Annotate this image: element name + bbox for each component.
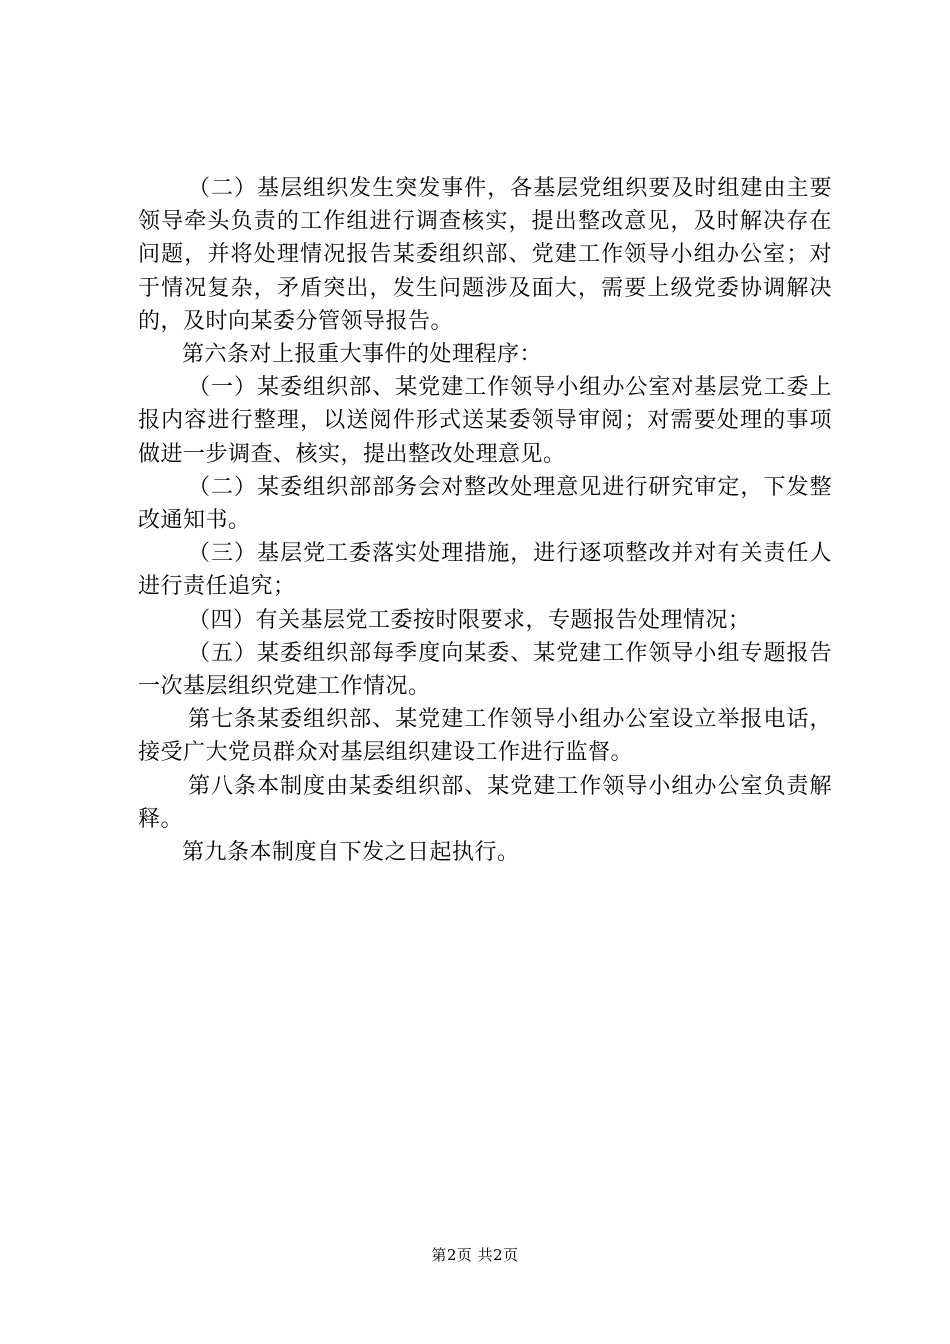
paragraph-article-7: 第七条某委组织部、某党建工作领导小组办公室设立举报电话，接受广大党员群众对基层组织建设工作进行监督。	[138, 707, 832, 766]
paragraph-emergency-handling: （二）基层组织发生突发事件，各基层党组织要及时组建由主要领导牵头负责的工作组进行调查核实，提出整改意见，及时解决存在问题，并将处理情况报告某委组织部、党建工作领导小组办公室；对于情况复杂，矛盾突出，发生问题涉及面大，需要上级党委协调解决的，及时向某委分管领导报告。	[138, 176, 832, 334]
paragraph-article-6-item-4: （四）有关基层党工委按时限要求，专题报告处理情况；	[188, 607, 751, 633]
paragraph-article-9: 第九条本制度自下发之日起执行。	[182, 840, 520, 866]
paragraph-article-6-item-3: （三）基层党工委落实处理措施，进行逐项整改并对有关责任人进行责任追究；	[138, 541, 832, 600]
paragraph-article-6-item-1: （一）某委组织部、某党建工作领导小组办公室对基层党工委上报内容进行整理，以送阅件形式送某委领导审阅；对需要处理的事项做进一步调查、核实，提出整改处理意见。	[138, 375, 832, 467]
paragraph-article-6-item-5: （五）某委组织部每季度向某委、某党建工作领导小组专题报告一次基层组织党建工作情况。	[138, 640, 832, 700]
page-number-footer: 第2页 共2页	[431, 1246, 519, 1264]
paragraph-article-8: 第八条本制度由某委组织部、某党建工作领导小组办公室负责解释。	[138, 773, 832, 832]
document-body	[138, 172, 832, 869]
paragraph-article-6: 第六条对上报重大事件的处理程序：	[182, 342, 543, 368]
paragraph-article-6-item-2: （二）某委组织部部务会对整改处理意见进行研究审定，下发整改通知书。	[138, 474, 832, 534]
